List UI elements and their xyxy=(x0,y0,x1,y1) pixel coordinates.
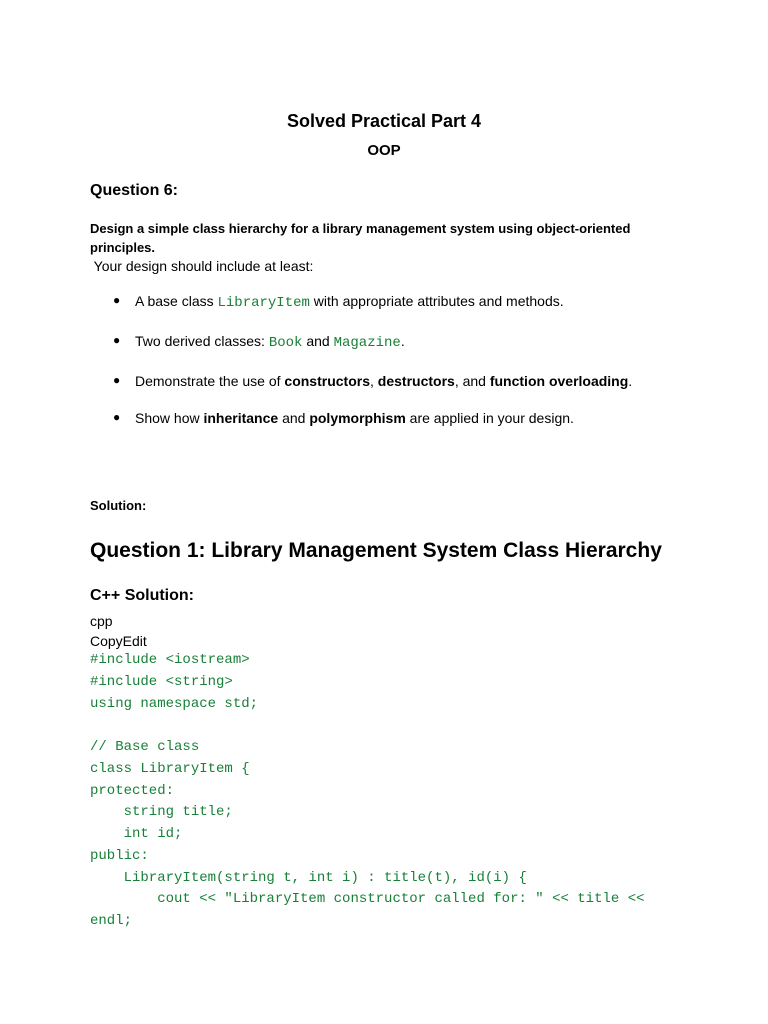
bullet-icon: ● xyxy=(113,333,121,347)
text-run: and xyxy=(302,333,334,349)
text-run: , and xyxy=(454,373,490,389)
requirement-text xyxy=(135,410,574,426)
bullet-icon: ● xyxy=(113,410,121,424)
text-run: Two derived classes: xyxy=(135,333,269,349)
text-run: . xyxy=(400,333,405,349)
text-run: Show how xyxy=(135,410,204,426)
code-line: #include <string> xyxy=(90,673,233,690)
requirement-text xyxy=(135,333,405,351)
document-subtitle: OOP xyxy=(367,142,401,159)
code-line: using namespace std; xyxy=(90,695,259,712)
solution-heading: Question 1: Library Management System Class Hierarchy xyxy=(90,539,662,562)
code-line: protected: xyxy=(90,782,175,799)
bullet-icon: ● xyxy=(113,373,121,387)
inline-code: Book xyxy=(268,335,303,351)
question-intro: Your design should include at least: xyxy=(90,258,314,274)
code-line: #include <iostream> xyxy=(90,652,250,668)
code-line: LibraryItem(string t, int i) : title(t), id(i) { xyxy=(90,869,527,886)
requirement-text xyxy=(135,293,564,311)
inline-code: LibraryItem xyxy=(217,295,310,311)
code-line: // Base class xyxy=(90,739,200,755)
bold-term: constructors xyxy=(284,373,370,389)
code-line: class LibraryItem { xyxy=(90,760,250,777)
text-run: A base class xyxy=(135,293,218,309)
inline-code: Magazine xyxy=(333,335,401,351)
code-line: endl; xyxy=(90,913,133,929)
code-language-label: cpp xyxy=(90,613,113,629)
solution-label: Solution: xyxy=(90,498,147,513)
bold-term: inheritance xyxy=(203,410,279,426)
text-run: and xyxy=(278,410,310,426)
bullet-icon: ● xyxy=(113,293,121,307)
code-line xyxy=(90,715,730,737)
code-line: cout << "LibraryItem constructor called for: " << title << xyxy=(90,891,645,908)
cpp-solution-heading: C++ Solution: xyxy=(90,587,194,604)
text-run: . xyxy=(628,373,633,389)
bold-term: function overloading xyxy=(489,373,629,389)
text-run: with appropriate attributes and methods. xyxy=(309,293,564,309)
text-run: Demonstrate the use of xyxy=(135,373,285,389)
code-block xyxy=(90,650,730,933)
code-line: string title; xyxy=(90,804,233,821)
requirement-text xyxy=(135,373,632,389)
question-heading: Question 6: xyxy=(90,182,179,199)
text-run: , xyxy=(370,373,378,389)
text-run: are applied in your design. xyxy=(405,410,574,426)
code-line: public: xyxy=(90,847,149,864)
question-task: Design a simple class hierarchy for a library management system using object-oriented principles. xyxy=(90,221,631,255)
document-title: Solved Practical Part 4 xyxy=(286,111,482,131)
bold-term: polymorphism xyxy=(309,410,406,426)
copy-edit-button[interactable]: CopyEdit xyxy=(90,633,147,649)
code-line: int id; xyxy=(90,826,183,842)
bold-term: destructors xyxy=(377,373,455,389)
